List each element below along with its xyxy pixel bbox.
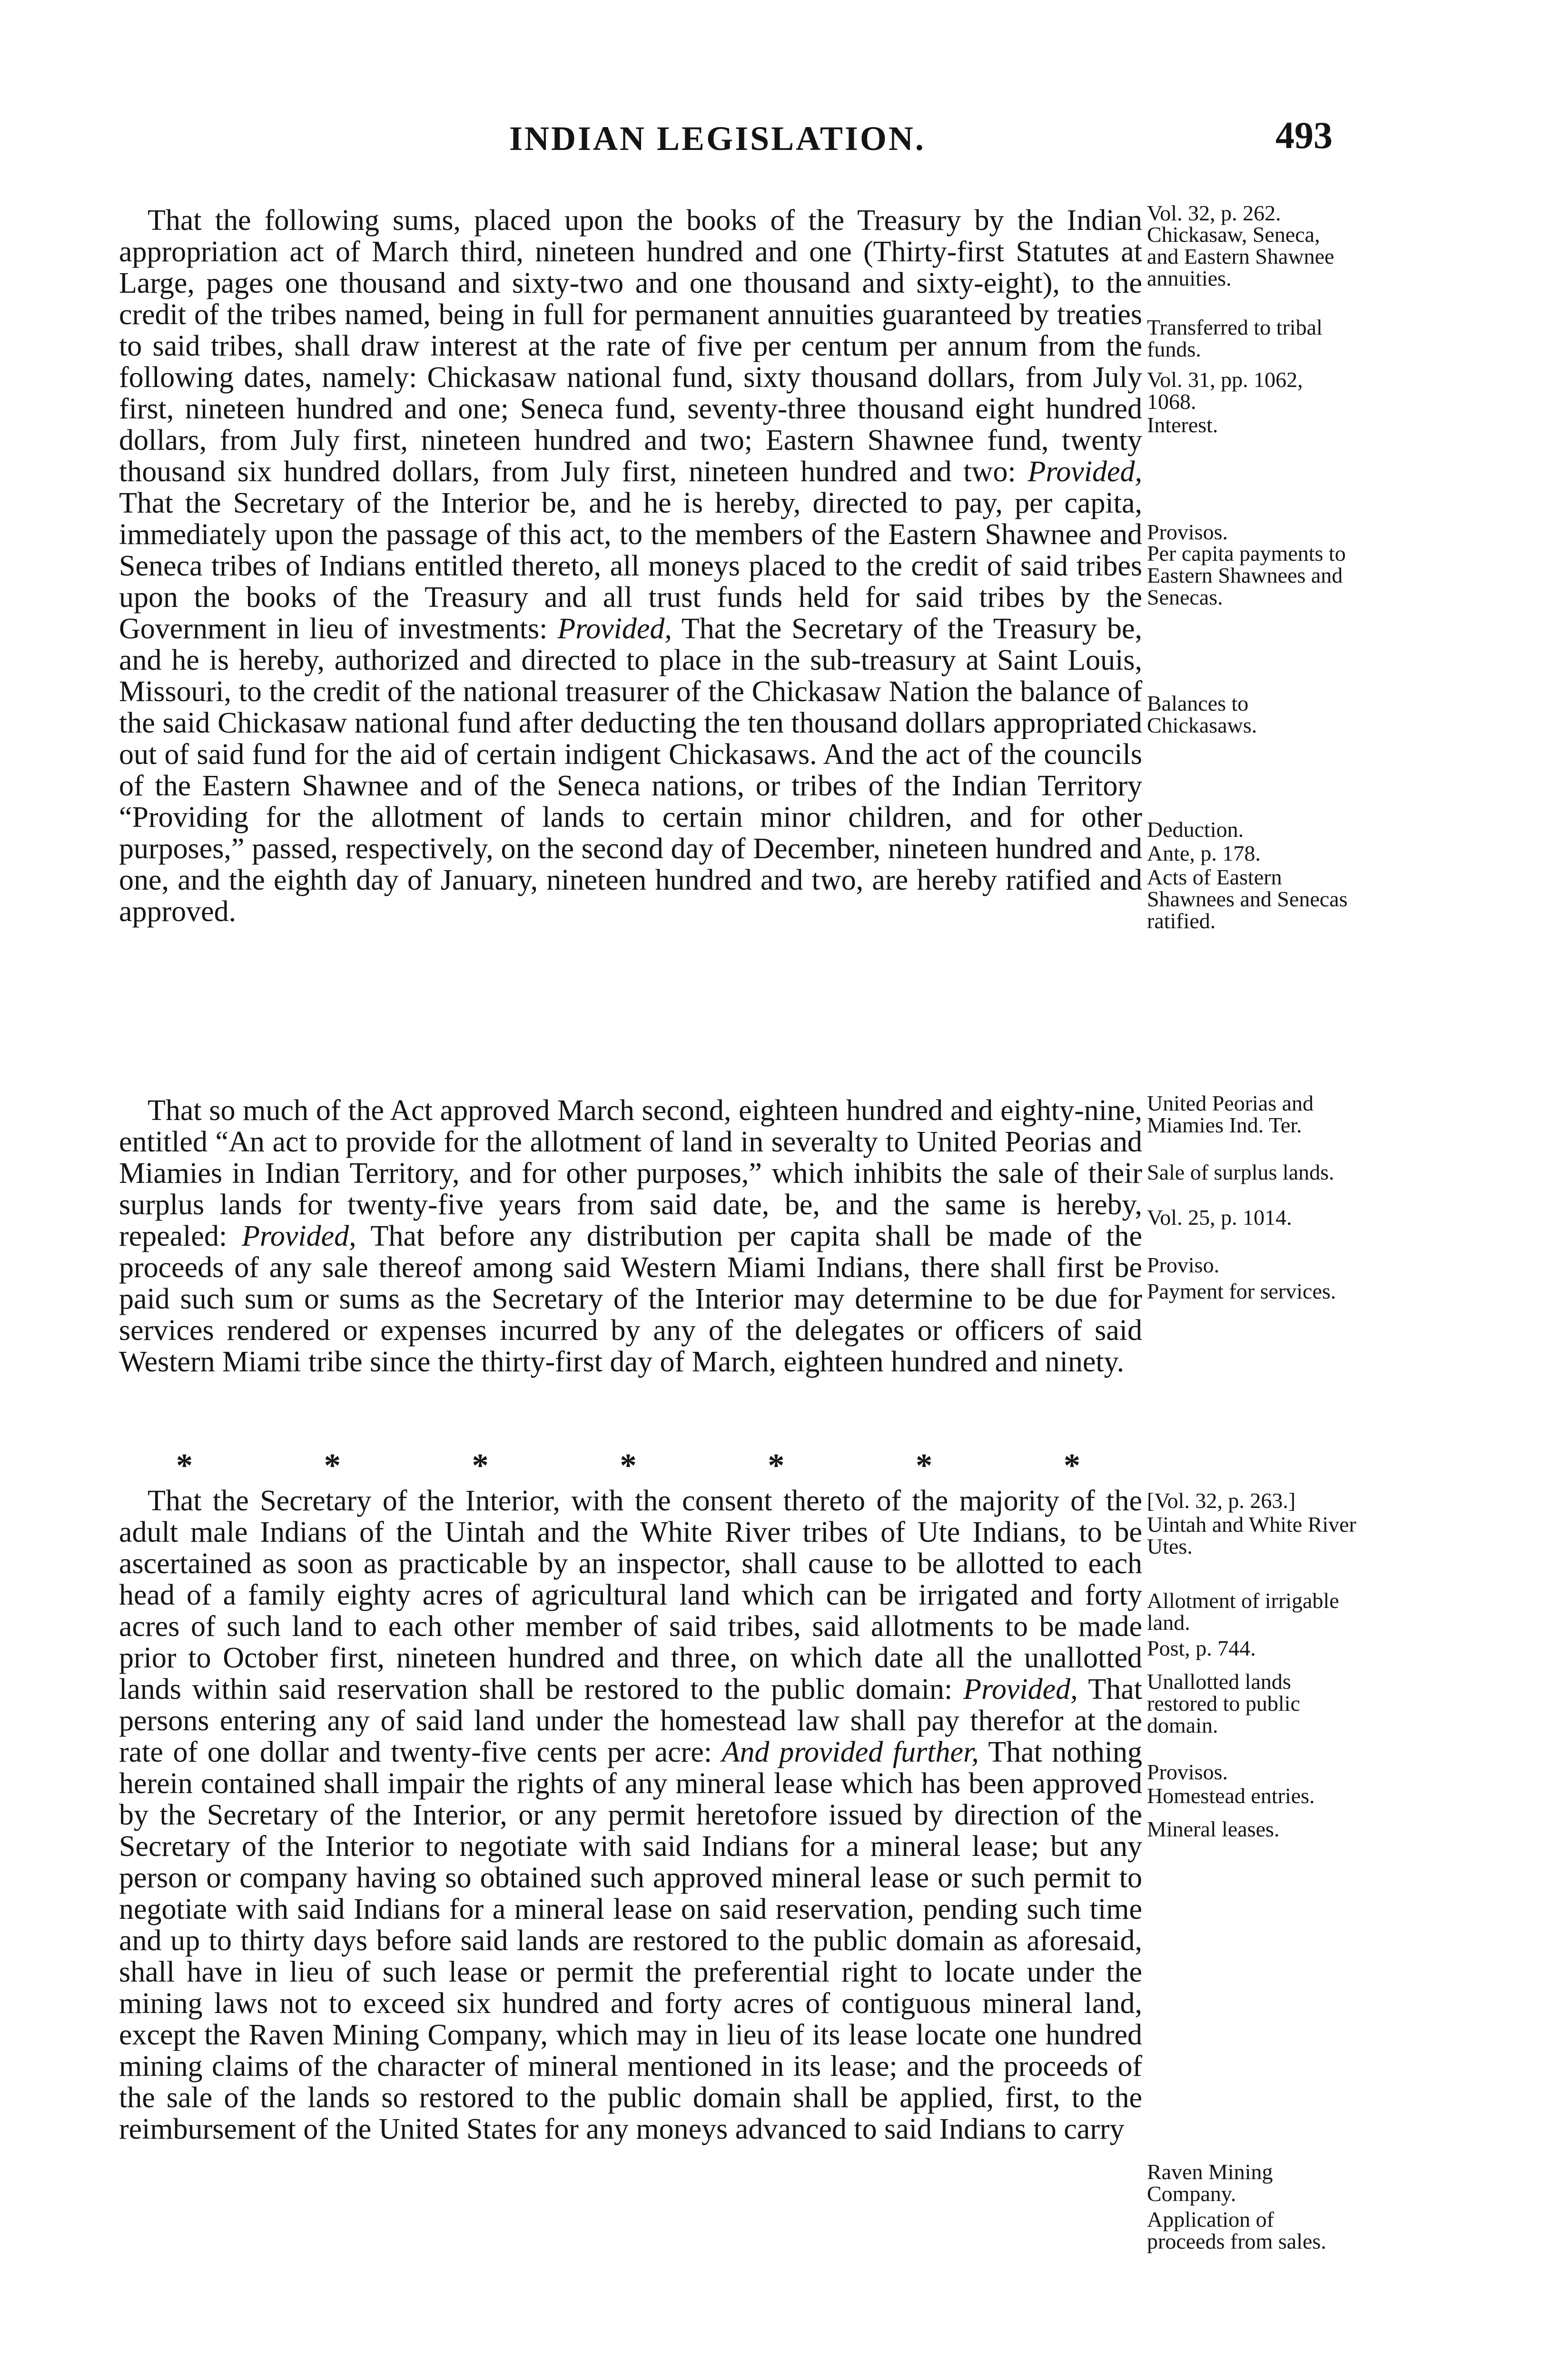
section-break-asterisks [176,1447,1080,1485]
margin-note-provisos-2: Provisos. [1147,1760,1228,1784]
paragraph-peorias-miamies [119,1095,1142,1378]
paragraph-text: That the Secretary of the Interior be, and he is hereby, directed to pay, per capita, immediately upon the passage of this act, to the members of the Eastern Shawnee and Seneca tribes of Indians entitled thereto, all moneys placed to the credit of said tribes upon the books of the Treasury and all trust funds held for said tribes by the Government in lieu of investments: [119,487,1142,645]
margin-note-unallotted: Unallotted lands restored to public domain. [1147,1669,1300,1737]
margin-note-post-p744: Post, p. 744. [1147,1636,1256,1660]
margin-note-uintah: Uintah and White River Utes. [1147,1512,1356,1558]
running-head: INDIAN LEGISLATION. [509,119,926,158]
paragraph-text: That persons entering any of said land under the homestead law shall pay therefor at the rate of one dollar and twenty-five cents per acre: [119,1673,1143,1768]
paragraph-chickasaw-seneca-shawnee [119,205,1142,927]
margin-note-homestead: Homestead entries. [1147,1784,1315,1808]
margin-note-transferred: Transferred to tribal funds. [1147,315,1323,361]
margin-note-acts-ratified: Acts of Eastern Shawnees and Senecas ratified. [1147,865,1348,933]
paragraph-text: That the Secretary of the Treasury be, and he is hereby, authorized and directed to place in the sub-treasury at Saint Louis, Missouri, to the credit of the national treasurer of the Chickasaw Nation the balance of the said Chickasaw national fund after deducting the ten thousand dollars appropriated out of said fund for the aid of certain indigent Chickasaws. And the act of the councils of the Eastern Shawnee and of the Seneca nations, or tribes of the Indian Territory “Providing for the allotment of lands to certain minor children, and for other purposes,” passed, respectively, on the second day of December, nineteen hundred and one, and the eighth day of January, nineteen hundred and two, are hereby ratified and approved. [119,613,1142,928]
margin-note-surplus-lands: Sale of surplus lands. [1147,1160,1334,1184]
italic-provided: Provided, [242,1220,356,1252]
paragraph-text: That nothing herein contained shall impair the rights of any mineral lease which has been approved by the Secretary of the Interior, or any permit heretofore issued by direction of the Secretary of the Interior to negotiate with said Indians for a mineral lease; but any person or company having so obtained such approved mineral lease or such permit to negotiate with said Indians for a mineral lease on said reservation, pending such time and up to thirty days before said lands are restored to the public domain as aforesaid, shall have in lieu of such lease or permit the preferential right to locate under the mining laws not to exceed six hundred and forty acres of contiguous mineral land, except the Raven Mining Company, which may in lieu of its lease locate one hundred mining claims of the character of mineral mentioned in its lease; and the proceeds of the sale of the lands so restored to the public domain shall be applied, first, to the reimbursement of the United States for any moneys advanced to said Indians to carry [119,1736,1142,2145]
margin-note-vol32-p262: Vol. 32, p. 262. [1147,201,1281,225]
margin-note-ante-p178: Ante, p. 178. [1147,841,1261,865]
margin-note-vol32-p263: [Vol. 32, p. 263.] [1147,1488,1296,1513]
page-number: 493 [1275,115,1333,157]
asterisk: * [1063,1448,1080,1484]
italic-provided: Provided, [963,1673,1078,1706]
asterisk: * [620,1448,637,1484]
margin-note-raven-mining: Raven Mining Company. [1147,2160,1273,2206]
margin-note-allotment: Allotment of irrigable land. [1147,1588,1339,1635]
margin-note-interest: Interest. [1147,413,1218,437]
margin-note-proviso: Proviso. [1147,1253,1220,1277]
margin-note-vol25: Vol. 25, p. 1014. [1147,1205,1292,1230]
italic-provided: Provided, [557,613,672,645]
asterisk: * [472,1448,489,1484]
margin-note-deduction: Deduction. [1147,817,1244,842]
margin-note-vol31: Vol. 31, pp. 1062, 1068. [1147,367,1303,414]
margin-note-mineral-leases: Mineral leases. [1147,1817,1280,1841]
margin-note-annuities: Chickasaw, Seneca, and Eastern Shawnee annuities. [1147,222,1334,290]
asterisk: * [916,1448,933,1484]
italic-provided: Provided, [1027,456,1142,488]
paragraph-uintah-white-river [119,1485,1142,2145]
paragraph-text: That the following sums, placed upon the books of the Treasury by the Indian appropriation act of March third, nineteen hundred and one (Thirty-first Statutes at Large, pages one thousand and sixty-two and one thousand and sixty-eight), to the credit of the tribes named, being in full for permanent annuities guaranteed by treaties to said tribes, shall draw interest at the rate of five per centum per annum from the following dates, namely: Chickasaw national fund, sixty thousand dollars, from July first, nineteen hundred and one; Seneca fund, seventy-three thousand eight hundred dollars, from July first, nineteen hundred and two; Eastern Shawnee fund, twenty thousand six hundred dollars, from July first, nineteen hundred and two: [119,204,1142,488]
margin-note-balances: Balances to Chickasaws. [1147,691,1257,737]
paragraph-text: That before any distribution per capita shall be made of the proceeds of any sale thereof among said Western Miami Indians, there shall first be paid such sum or sums as the Secretary of the Interior may determine to be due for services rendered or expenses incurred by any of the delegates or officers of said Western Miami tribe since the thirty-first day of March, eighteen hundred and ninety. [119,1220,1142,1378]
paragraph-text: That the Secretary of the Interior, with the consent thereto of the majority of the adult male Indians of the Uintah and the White River tribes of Ute Indians, to be ascertained as soon as practicable by an inspector, shall cause to be allotted to each head of a family eighty acres of agricultural land which can be irrigated and forty acres of such land to each other member of said tribes, said allotments to be made prior to October first, nineteen hundred and three, on which date all the unallotted lands within said reservation shall be restored to the public domain: [119,1485,1142,1706]
asterisk: * [324,1448,341,1484]
asterisk: * [768,1448,785,1484]
margin-note-payment-services: Payment for services. [1147,1279,1336,1303]
margin-note-per-capita: Per capita payments to Eastern Shawnees and Senecas. [1147,541,1346,609]
asterisk: * [176,1448,193,1484]
paragraph-text: That so much of the Act approved March second, eighteen hundred and eighty-nine, entitled “An act to provide for the allotment of land in severalty to United Peorias and Miamies in Indian Territory, and for other purposes,” which inhibits the sale of their surplus lands for twenty-five years from said date, be, and the same is hereby, repealed: [119,1094,1142,1252]
margin-note-provisos: Provisos. [1147,520,1228,544]
margin-note-peorias: United Peorias and Miamies Ind. Ter. [1147,1091,1314,1137]
margin-note-application-proceeds: Application of proceeds from sales. [1147,2207,1326,2253]
italic-and-provided-further: And provided further, [721,1736,979,1768]
